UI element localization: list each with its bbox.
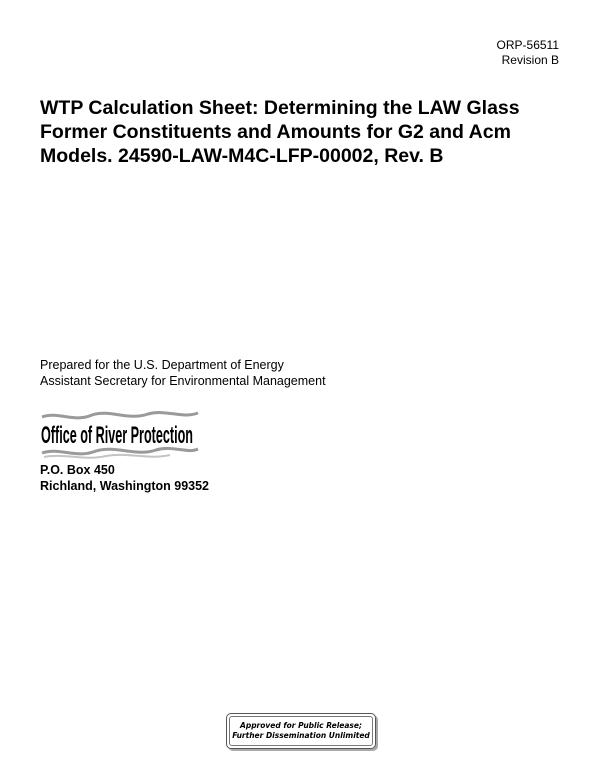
public-release-stamp xyxy=(226,713,376,749)
document-revision: Revision B xyxy=(501,53,559,67)
address-city: Richland, Washington 99352 xyxy=(40,479,210,493)
logo-text: Office of River Protection xyxy=(41,421,193,449)
mailing-address xyxy=(40,462,209,494)
address-po-box: P.O. Box 450 xyxy=(40,463,115,477)
document-title: WTP Calculation Sheet: Determining the LAW Glass Former Constituents and Amounts for G2 and Acm Models. 24590-LAW-M4C-LFP-00002, Rev. B xyxy=(40,97,520,167)
document-id-block xyxy=(497,38,559,68)
stamp-line-approved: Approved for Public Release; xyxy=(240,721,362,730)
office-of-river-protection-logo xyxy=(40,409,200,461)
prepared-for-line: Prepared for the U.S. Department of Energy xyxy=(40,358,284,372)
stamp-line-dissemination: Further Dissemination Unlimited xyxy=(232,731,370,740)
prepared-for-office-line: Assistant Secretary for Environmental Management xyxy=(40,374,326,388)
document-number: ORP-56511 xyxy=(496,38,559,52)
prepared-for-block xyxy=(40,357,326,389)
